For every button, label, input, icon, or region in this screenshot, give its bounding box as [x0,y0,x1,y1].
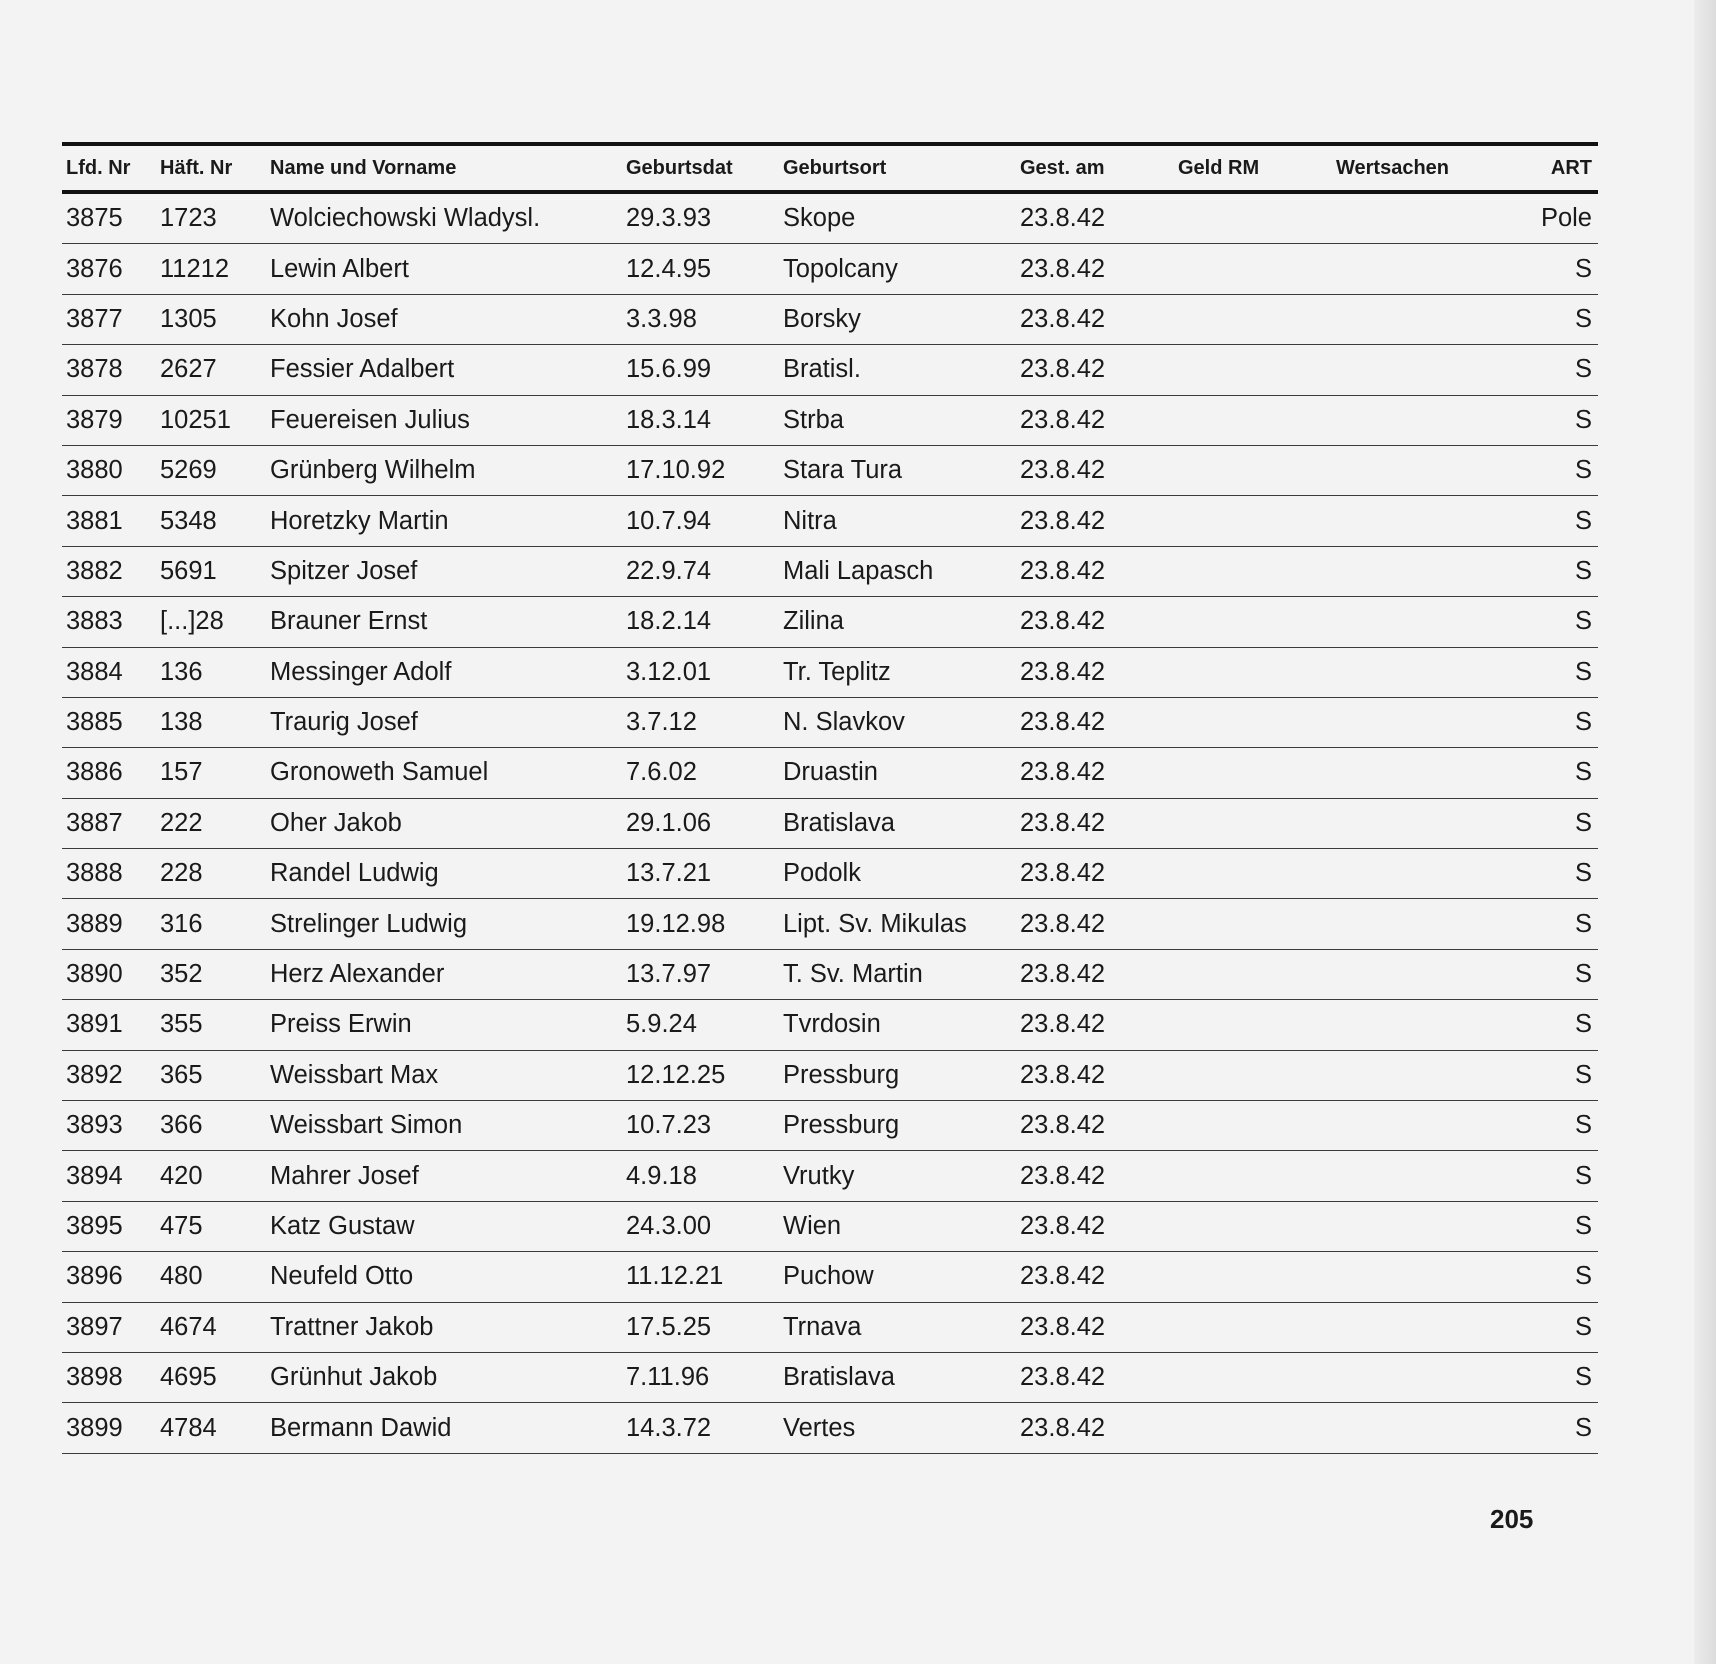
page-edge [1694,0,1716,1664]
table-row [62,1252,1598,1302]
cell-gest-am: 23.8.42 [1020,607,1106,636]
cell-gest-am: 23.8.42 [1020,1413,1106,1442]
page-number: 205 [1490,1504,1534,1534]
table-header [62,146,1598,190]
header-haft-nr: Häft. Nr [160,156,233,179]
cell-gest-am: 23.8.42 [1020,909,1106,938]
cell-lfd-nr: 3877 [66,304,123,333]
cell-art: S [1574,1161,1592,1190]
cell-geburtsort: Vrutky [783,1161,855,1190]
cell-geburtsdat: 18.2.14 [626,607,712,636]
cell-gest-am: 23.8.42 [1020,254,1106,283]
cell-gest-am: 23.8.42 [1020,708,1106,737]
cell-haft-nr: 420 [160,1161,203,1190]
cell-geburtsdat: 18.3.14 [626,405,712,434]
cell-haft-nr: 5269 [160,456,217,485]
cell-lfd-nr: 3876 [66,254,123,283]
cell-lfd-nr: 3887 [66,808,123,837]
table-row [62,295,1598,345]
cell-name: Grünberg Wilhelm [270,456,476,485]
cell-geburtsort: Skope [783,204,856,233]
cell-art: S [1574,1363,1592,1392]
cell-geburtsort: Pressburg [783,1111,900,1140]
cell-lfd-nr: 3892 [66,1060,123,1089]
table-row [62,597,1598,647]
cell-lfd-nr: 3878 [66,355,123,384]
cell-geburtsort: Bratislava [783,1363,895,1392]
cell-haft-nr: 222 [160,808,203,837]
header-gest-am: Gest. am [1020,156,1105,179]
cell-name: Fessier Adalbert [270,355,455,384]
cell-gest-am: 23.8.42 [1020,506,1106,535]
cell-geburtsdat: 10.7.23 [626,1111,712,1140]
cell-haft-nr: 138 [160,708,203,737]
cell-haft-nr: 157 [160,758,203,787]
cell-haft-nr: 5691 [160,556,217,585]
cell-art: S [1574,758,1592,787]
cell-name: Herz Alexander [270,960,445,989]
cell-geburtsort: Bratisl. [783,355,861,384]
cell-art: S [1574,405,1592,434]
cell-lfd-nr: 3888 [66,859,123,888]
cell-name: Oher Jakob [270,808,402,837]
cell-haft-nr: 365 [160,1060,203,1089]
cell-gest-am: 23.8.42 [1020,1262,1106,1291]
cell-gest-am: 23.8.42 [1020,1312,1106,1341]
cell-geburtsort: Podolk [783,859,861,888]
header-art: ART [1550,156,1592,179]
cell-gest-am: 23.8.42 [1020,355,1106,384]
cell-gest-am: 23.8.42 [1020,456,1106,485]
header-geburtsdat: Geburtsdat [626,156,733,179]
cell-haft-nr: 316 [160,909,203,938]
cell-art: S [1574,1212,1592,1240]
table-row [62,194,1598,244]
cell-name: Trattner Jakob [270,1312,434,1341]
table-row [62,1151,1598,1201]
header-geburtsort: Geburtsort [783,156,887,179]
cell-gest-am: 23.8.42 [1020,1212,1106,1240]
table-row [62,496,1598,546]
table-row [62,1051,1598,1101]
cell-haft-nr: 352 [160,960,203,989]
cell-geburtsort: Lipt. Sv. Mikulas [783,909,967,938]
cell-art: S [1574,1060,1592,1089]
cell-geburtsort: Vertes [783,1413,856,1442]
cell-art: S [1574,1111,1592,1140]
cell-geburtsdat: 29.1.06 [626,808,712,837]
table-row [62,1000,1598,1050]
cell-lfd-nr: 3891 [66,1010,123,1039]
cell-art: S [1574,556,1592,585]
cell-geburtsdat: 13.7.97 [626,960,712,989]
cell-name: Lewin Albert [270,254,409,283]
cell-geburtsdat: 17.5.25 [626,1312,712,1341]
cell-gest-am: 23.8.42 [1020,1111,1106,1140]
cell-haft-nr: 480 [160,1262,203,1291]
cell-haft-nr: 11212 [160,254,230,283]
cell-lfd-nr: 3899 [66,1413,123,1442]
cell-geburtsort: Bratislava [783,808,895,837]
cell-geburtsort: N. Slavkov [783,708,905,737]
cell-name: Gronoweth Samuel [270,758,489,787]
cell-haft-nr: 5348 [160,506,217,535]
header-lfd-nr: Lfd. Nr [66,156,131,179]
cell-haft-nr: [...]28 [160,607,224,636]
cell-geburtsort: Trnava [783,1312,862,1341]
cell-lfd-nr: 3889 [66,909,123,938]
cell-haft-nr: 355 [160,1010,203,1039]
table-body [62,194,1598,1454]
table-row [62,446,1598,496]
cell-lfd-nr: 3894 [66,1161,123,1190]
cell-name: Weissbart Max [270,1060,439,1089]
table-row [62,1403,1598,1453]
cell-geburtsdat: 22.9.74 [626,556,712,585]
cell-art: S [1574,304,1592,333]
cell-art: S [1574,1413,1592,1442]
cell-geburtsort: Tr. Teplitz [783,657,891,686]
cell-geburtsdat: 13.7.21 [626,859,712,888]
table-row [62,1101,1598,1151]
cell-haft-nr: 1305 [160,304,217,333]
cell-geburtsdat: 7.11.96 [626,1363,710,1392]
cell-gest-am: 23.8.42 [1020,1060,1106,1089]
cell-gest-am: 23.8.42 [1020,859,1106,888]
cell-art: Pole [1540,204,1592,233]
table-row [62,950,1598,1000]
header-geld-rm: Geld RM [1178,156,1260,179]
cell-name: Bermann Dawid [270,1413,452,1442]
cell-geburtsdat: 3.7.12 [626,708,697,737]
cell-art: S [1574,909,1592,938]
cell-name: Strelinger Ludwig [270,909,468,938]
cell-name: Preiss Erwin [270,1010,412,1039]
cell-haft-nr: 10251 [160,405,231,434]
cell-lfd-nr: 3880 [66,456,123,485]
cell-lfd-nr: 3886 [66,758,123,787]
table-row [62,899,1598,949]
cell-geburtsort: Nitra [783,506,837,535]
cell-art: S [1574,1010,1592,1039]
prisoner-table [62,142,1598,1454]
cell-name: Messinger Adolf [270,657,452,686]
cell-geburtsort: Pressburg [783,1060,900,1089]
cell-art: S [1574,1312,1592,1341]
cell-name: Mahrer Josef [270,1161,419,1190]
cell-lfd-nr: 3897 [66,1312,123,1341]
cell-lfd-nr: 3881 [66,506,123,535]
cell-geburtsdat: 29.3.93 [626,204,712,233]
table-row [62,1303,1598,1353]
cell-geburtsort: Wien [783,1212,842,1240]
cell-name: Brauner Ernst [270,607,428,636]
cell-name: Horetzky Martin [270,506,449,535]
cell-name: Katz Gustaw [270,1212,415,1240]
cell-art: S [1574,808,1592,837]
cell-name: Grünhut Jakob [270,1363,438,1392]
cell-haft-nr: 475 [160,1212,203,1240]
cell-geburtsdat: 10.7.94 [626,506,712,535]
cell-art: S [1574,859,1592,888]
cell-geburtsort: T. Sv. Martin [783,960,923,989]
cell-haft-nr: 366 [160,1111,203,1140]
cell-art: S [1574,960,1592,989]
cell-geburtsdat: 17.10.92 [626,456,726,485]
cell-geburtsdat: 5.9.24 [626,1010,697,1039]
cell-haft-nr: 1723 [160,204,217,233]
cell-lfd-nr: 3884 [66,657,123,686]
cell-art: S [1574,355,1592,384]
cell-gest-am: 23.8.42 [1020,1363,1106,1392]
cell-art: S [1574,506,1592,535]
cell-gest-am: 23.8.42 [1020,1010,1106,1039]
table-row [62,396,1598,446]
cell-art: S [1574,708,1592,737]
cell-geburtsdat: 15.6.99 [626,355,712,384]
cell-name: Kohn Josef [270,304,398,333]
cell-geburtsdat: 12.4.95 [626,254,712,283]
cell-gest-am: 23.8.42 [1020,960,1106,989]
table-row [62,345,1598,395]
cell-geburtsort: Topolcany [783,254,898,283]
table-row [62,748,1598,798]
table-row [62,244,1598,294]
cell-gest-am: 23.8.42 [1020,808,1106,837]
cell-geburtsort: Puchow [783,1262,874,1291]
cell-gest-am: 23.8.42 [1020,304,1106,333]
cell-lfd-nr: 3885 [66,708,123,737]
header-name: Name und Vorname [270,156,457,179]
cell-geburtsort: Mali Lapasch [783,556,934,585]
cell-name: Spitzer Josef [270,556,418,585]
cell-gest-am: 23.8.42 [1020,1161,1106,1190]
cell-art: S [1574,456,1592,485]
cell-lfd-nr: 3898 [66,1363,123,1392]
cell-geburtsdat: 24.3.00 [626,1212,712,1240]
cell-geburtsdat: 11.12.21 [626,1262,724,1291]
cell-lfd-nr: 3893 [66,1111,123,1140]
cell-geburtsort: Borsky [783,304,861,333]
cell-art: S [1574,254,1592,283]
cell-lfd-nr: 3879 [66,405,123,434]
table-row [62,648,1598,698]
cell-lfd-nr: 3890 [66,960,123,989]
cell-geburtsdat: 19.12.98 [626,909,726,938]
cell-lfd-nr: 3882 [66,556,123,585]
cell-lfd-nr: 3896 [66,1262,123,1291]
cell-gest-am: 23.8.42 [1020,405,1106,434]
cell-art: S [1574,1262,1592,1291]
cell-haft-nr: 4695 [160,1363,217,1392]
cell-name: Weissbart Simon [270,1111,463,1140]
cell-name: Traurig Josef [270,708,418,737]
header-wertsachen: Wertsachen [1336,156,1450,179]
cell-geburtsort: Druastin [783,758,878,787]
cell-geburtsdat: 12.12.25 [626,1060,726,1089]
cell-lfd-nr: 3875 [66,204,123,233]
table-row [62,1353,1598,1403]
cell-gest-am: 23.8.42 [1020,556,1106,585]
cell-geburtsdat: 14.3.72 [626,1413,712,1442]
cell-haft-nr: 2627 [160,355,217,384]
cell-art: S [1574,607,1592,636]
cell-lfd-nr: 3883 [66,607,123,636]
cell-name: Randel Ludwig [270,859,439,888]
cell-geburtsdat: 3.12.01 [626,657,712,686]
cell-geburtsort: Zilina [783,607,844,636]
cell-haft-nr: 4674 [160,1312,217,1341]
cell-geburtsdat: 4.9.18 [626,1161,697,1190]
cell-name: Neufeld Otto [270,1262,414,1291]
cell-lfd-nr: 3895 [66,1212,123,1240]
cell-haft-nr: 228 [160,859,203,888]
table-row [62,698,1598,748]
cell-haft-nr: 136 [160,657,203,686]
cell-geburtsdat: 7.6.02 [626,758,697,787]
cell-geburtsort: Tvrdosin [783,1010,881,1039]
table-row [62,1202,1598,1252]
cell-geburtsort: Strba [783,405,844,434]
cell-geburtsort: Stara Tura [783,456,903,485]
cell-art: S [1574,657,1592,686]
cell-gest-am: 23.8.42 [1020,204,1106,233]
table-row [62,547,1598,597]
table-row [62,799,1598,849]
cell-name: Wolciechowski Wladysl. [270,204,541,233]
cell-gest-am: 23.8.42 [1020,758,1106,787]
table-row [62,849,1598,899]
cell-haft-nr: 4784 [160,1413,217,1442]
cell-name: Feuereisen Julius [270,405,470,434]
cell-gest-am: 23.8.42 [1020,657,1106,686]
cell-geburtsdat: 3.3.98 [626,304,697,333]
